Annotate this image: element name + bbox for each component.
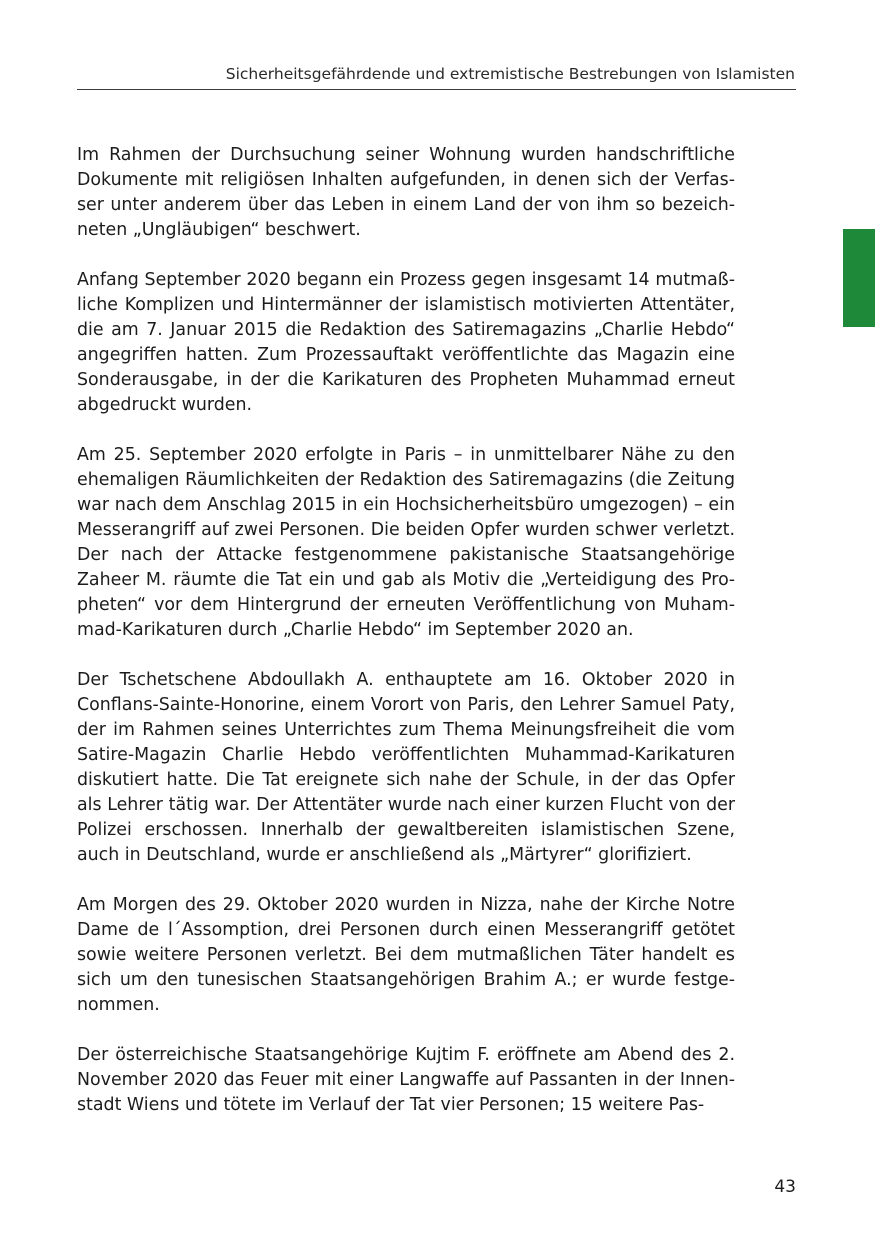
page-number: 43 (774, 1177, 796, 1197)
paragraph: Anfang September 2020 begann ein Prozess gegen insgesamt 14 mutmaßliche Komplizen und Hintermänner der islamistisch motivierten Attentäter, die am 7. Januar 2015 die Redaktion des Satiremagazins „Charlie Hebdo“ angegriffen hatten. Zum Prozessauftakt veröffentlichte das Magazin eine Sonderausgabe, in der die Karikaturen des Propheten Muhammad erneut abgedruckt wurden. (77, 270, 735, 415)
header-rule (77, 89, 796, 90)
paragraph: Der österreichische Staatsangehörige Kujtim F. eröffnete am Abend des 2. November 2020 das Feuer mit einer Langwaffe auf Passanten in der Innenstadt Wiens und tötete im Verlauf der Tat vier Personen; 15 weitere Pas- (77, 1045, 735, 1115)
paragraph: Der Tschetschene Abdoullakh A. enthauptete am 16. Oktober 2020 in Conflans-Sainte-Honorine, einem Vorort von Paris, den Lehrer Samuel Paty, der im Rahmen seines Unterrichtes zum Thema Meinungsfreiheit die vom Satire-Magazin Charlie Hebdo veröffentlichten Muhammad-Karikaturen diskutiert hatte. Die Tat ereignete sich nahe der Schule, in der das Opfer als Lehrer tätig war. Der Attentäter wurde nach einer kurzen Flucht von der Polizei erschossen. Innerhalb der gewaltbereiten islamistischen Szene, auch in Deutschland, wurde er anschließend als „Märtyrer“ glorifiziert. (77, 670, 735, 865)
paragraph: Im Rahmen der Durchsuchung seiner Wohnung wurden handschriftliche Dokumente mit religiösen Inhalten aufgefunden, in denen sich der Verfasser unter anderem über das Leben in einem Land der von ihm so bezeichneten „Ungläubigen“ beschwert. (77, 145, 735, 240)
paragraph: Am Morgen des 29. Oktober 2020 wurden in Nizza, nahe der Kirche Notre Dame de l´Assomption, drei Personen durch einen Messerangriff getötet sowie weitere Personen verletzt. Bei dem mutmaßlichen Täter handelt es sich um den tunesischen Staatsangehörigen Brahim A.; er wurde festgenommen. (77, 895, 735, 1015)
body-text (77, 143, 735, 1143)
chapter-thumb-tab (843, 229, 875, 327)
running-header: Sicherheitsgefährdende und extremistische Bestrebungen von Islamisten (225, 65, 795, 83)
paragraph: Am 25. September 2020 erfolgte in Paris – in unmittelbarer Nähe zu den ehemaligen Räumlichkeiten der Redaktion des Satiremagazins (die Zeitung war nach dem Anschlag 2015 in ein Hochsicherheitsbüro umgezogen) – ein Messerangriff auf zwei Personen. Die beiden Opfer wurden schwer verletzt. Der nach der Attacke festgenommene pakistanische Staatsangehörige Zaheer M. räumte die Tat ein und gab als Motiv die „Verteidigung des Propheten“ vor dem Hintergrund der erneuten Veröffentlichung von Muhammad-Karikaturen durch „Charlie Hebdo“ im September 2020 an. (77, 445, 735, 640)
